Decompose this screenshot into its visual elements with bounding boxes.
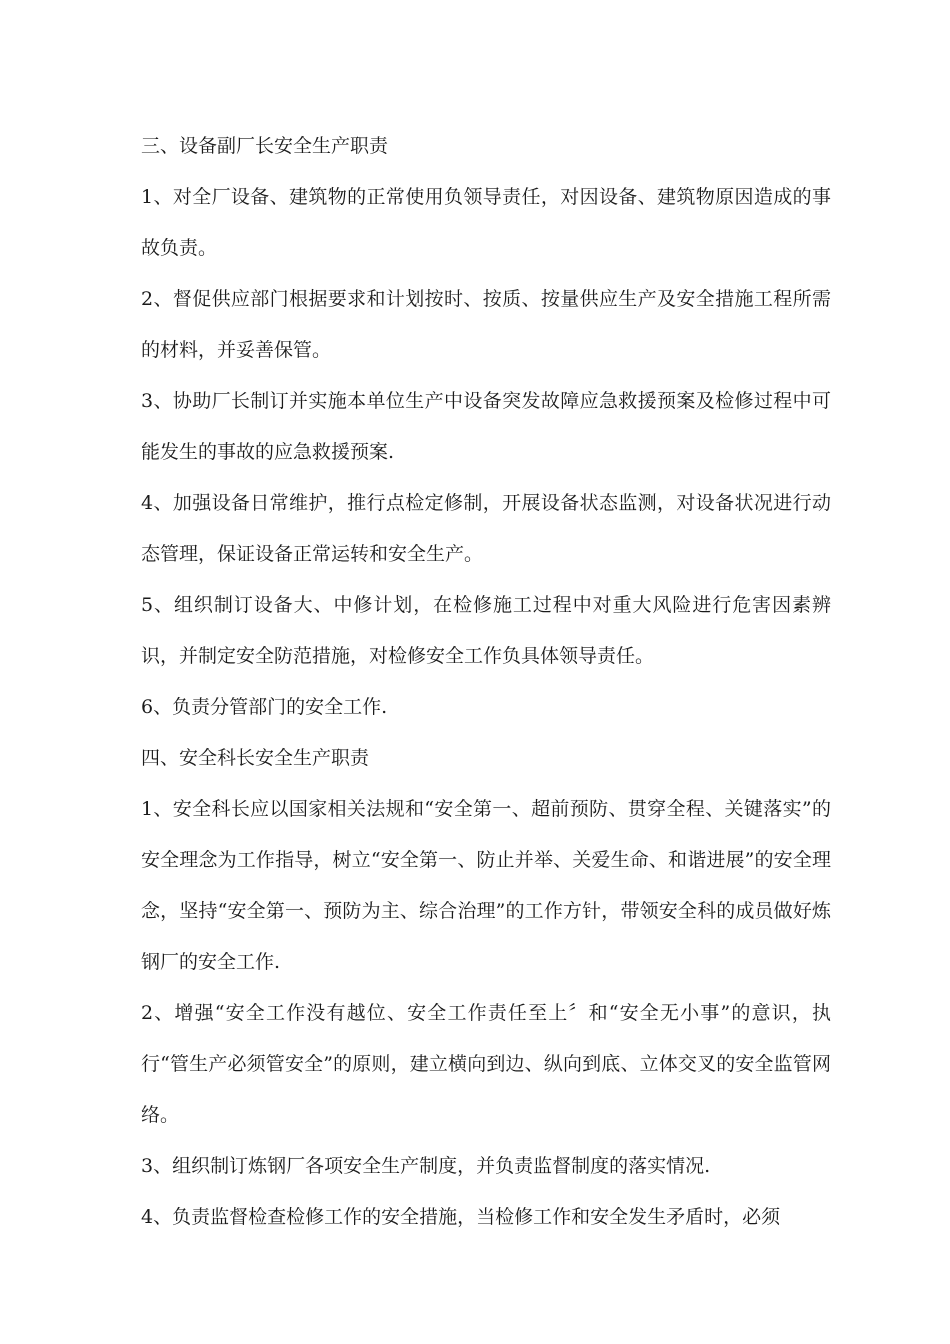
paragraph-3-3: 3、协助厂长制订并实施本单位生产中设备突发故障应急救援预案及检修过程中可能发生的事故的应急救援预案. [141, 390, 831, 463]
paragraph-3-4: 4、加强设备日常维护，推行点检定修制，开展设备状态监测，对设备状况进行动态管理，保证设备正常运转和安全生产。 [141, 492, 831, 565]
paragraph-4-1: 1、安全科长应以国家相关法规和“安全第一、超前预防、贯穿全程、关键落实”的安全理念为工作指导，树立“安全第一、防止并举、关爱生命、和谐进展”的安全理念，坚持“安全第一、预防为主、综合治理”的工作方针，带领安全科的成员做好炼钢厂的安全工作. [141, 798, 831, 973]
paragraph-3-5: 5、组织制订设备大、中修计划，在检修施工过程中对重大风险进行危害因素辨识，并制定安全防范措施，对检修安全工作负具体领导责任。 [141, 594, 831, 667]
paragraph-4-2: 2、增强“安全工作没有越位、安全工作责任至上〞和“安全无小事”的意识，执行“管生产必须管安全”的原则，建立横向到边、纵向到底、立体交叉的安全监管网络。 [141, 1002, 831, 1126]
paragraph-3-1: 1、对全厂设备、建筑物的正常使用负领导责任，对因设备、建筑物原因造成的事故负责。 [141, 186, 831, 259]
paragraph-3-2: 2、督促供应部门根据要求和计划按时、按质、按量供应生产及安全措施工程所需的材料，并妥善保管。 [141, 288, 831, 361]
paragraph-4-4: 4、负责监督检查检修工作的安全措施，当检修工作和安全发生矛盾时，必须 [141, 1206, 781, 1228]
section-heading-3: 三、设备副厂长安全生产职责 [141, 135, 389, 157]
document-page [141, 121, 831, 1243]
section-heading-4: 四、安全科长安全生产职责 [141, 747, 370, 769]
paragraph-4-3: 3、组织制订炼钢厂各项安全生产制度，并负责监督制度的落实情况. [141, 1155, 711, 1177]
paragraph-3-6: 6、负责分管部门的安全工作. [141, 696, 388, 718]
